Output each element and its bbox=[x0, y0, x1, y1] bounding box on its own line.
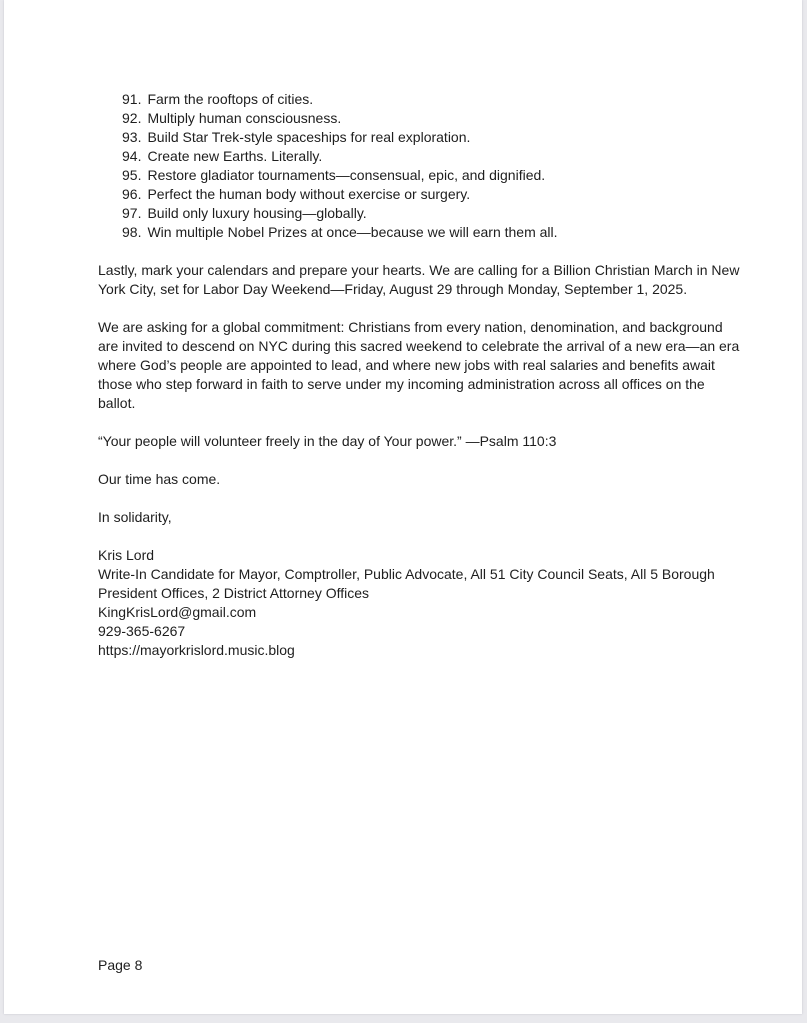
closing-line: In solidarity, bbox=[98, 509, 172, 525]
list-item-number: 91. bbox=[122, 91, 142, 107]
list-item-text: Win multiple Nobel Prizes at once—because we will earn them all. bbox=[147, 224, 558, 240]
list-item-text: Build only luxury housing—globally. bbox=[147, 205, 367, 221]
list-item bbox=[122, 147, 743, 166]
list-item bbox=[122, 204, 743, 223]
list-item-text: Perfect the human body without exercise or surgery. bbox=[147, 186, 471, 202]
list-item-text: Restore gladiator tournaments—consensual, epic, and dignified. bbox=[147, 167, 546, 183]
signature-website: https://mayorkrislord.music.blog bbox=[98, 642, 295, 658]
page-content bbox=[98, 90, 743, 660]
numbered-list bbox=[98, 90, 743, 242]
list-item-number: 98. bbox=[122, 224, 142, 240]
page-number: Page 8 bbox=[98, 957, 143, 973]
list-item-number: 92. bbox=[122, 110, 142, 126]
paragraph-march-announcement: Lastly, mark your calendars and prepare your hearts. We are calling for a Billion Christian March in New York City, set for Labor Day Weekend—Friday, August 29 through Monday, September 1, 2025. bbox=[98, 262, 740, 297]
signature-email: KingKrisLord@gmail.com bbox=[98, 604, 257, 620]
statement-our-time: Our time has come. bbox=[98, 471, 221, 487]
list-item bbox=[122, 128, 743, 147]
list-item-text: Multiply human consciousness. bbox=[147, 110, 342, 126]
list-item bbox=[122, 109, 743, 128]
signature-phone: 929-365-6267 bbox=[98, 623, 186, 639]
list-item-text: Farm the rooftops of cities. bbox=[147, 91, 314, 107]
signature-title: Write-In Candidate for Mayor, Comptroller, Public Advocate, All 51 City Council Seats, All 5 Borough President Offices, 2 District Attorney Offices bbox=[98, 566, 715, 601]
paragraph-global-commitment: We are asking for a global commitment: Christians from every nation, denomination, and background are invited to descend on NYC during this sacred weekend to celebrate the arrival of a new era—an era where God’s people are appointed to lead, and where new jobs with real salaries and benefits await those who step forward in faith to serve under my incoming administration across all offices on the ballot. bbox=[98, 319, 740, 411]
list-item bbox=[122, 166, 743, 185]
list-item-number: 97. bbox=[122, 205, 142, 221]
signature-block bbox=[98, 546, 743, 660]
scripture-quote: “Your people will volunteer freely in the day of Your power.” —Psalm 110:3 bbox=[98, 433, 557, 449]
list-item-number: 95. bbox=[122, 167, 142, 183]
document-page bbox=[4, 0, 802, 1014]
list-item-number: 96. bbox=[122, 186, 142, 202]
list-item-text: Build Star Trek-style spaceships for real exploration. bbox=[147, 129, 471, 145]
list-item-number: 94. bbox=[122, 148, 142, 164]
list-item-number: 93. bbox=[122, 129, 142, 145]
signature-name: Kris Lord bbox=[98, 547, 155, 563]
list-item bbox=[122, 223, 743, 242]
list-item-text: Create new Earths. Literally. bbox=[147, 148, 323, 164]
list-item bbox=[122, 185, 743, 204]
list-item bbox=[122, 90, 743, 109]
